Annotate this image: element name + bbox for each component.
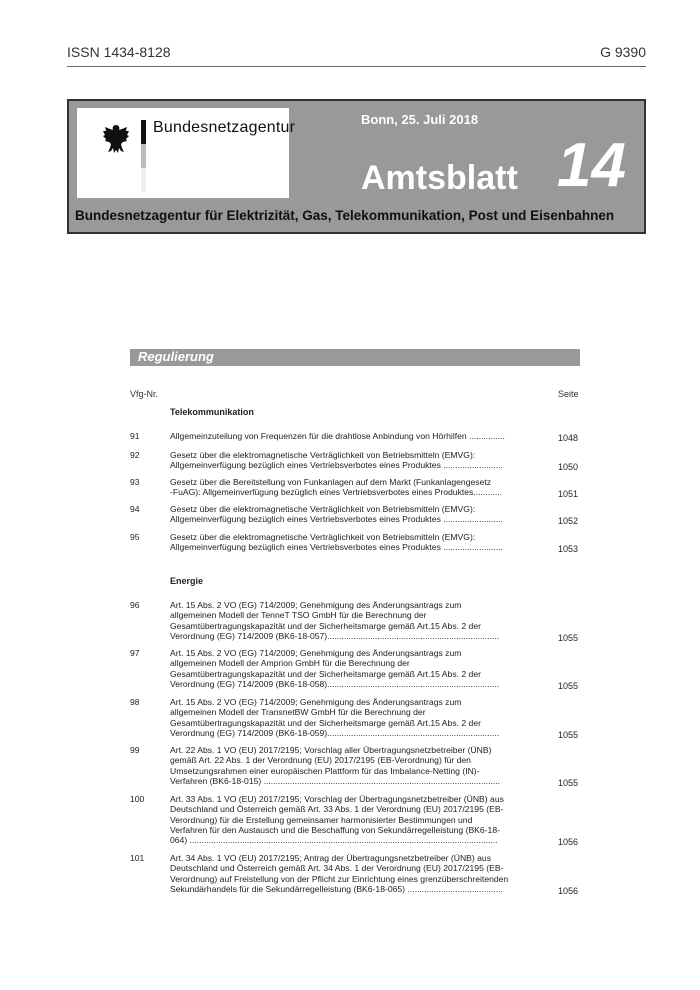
entry-text: Art. 15 Abs. 2 VO (EG) 714/2009; Genehmigung des Änderungsantrags zum allgemeinen Modell der TenneT TSO GmbH für die Berechnung der Gesamtübertragungskapazität und der Sicherheitsmarge gemäß Art.15 Abs. 2 der Verordnung (EG) 714/2009 (BK6-18-057)........................................................................ [170,600,500,641]
entry-number: 99 [130,745,140,755]
entry-page: 1055 [558,729,579,740]
entry-page: 1055 [558,632,579,643]
entry-page: 1055 [558,680,579,691]
toc-entry [130,648,580,693]
entry-number: 97 [130,648,140,658]
entry-page: 1048 [558,433,579,443]
publication-title: Amtsblatt [361,159,518,197]
entry-text: Art. 34 Abs. 1 VO (EU) 2017/2195; Antrag der Übertragungsnetzbetreiber (ÜNB) aus Deutschland und Österreich gemäß Art. 34 Abs. 1 der Verordnung (EU) 2017/2195 (EB- Verordnung) auf Freistellung von der Pflicht zur Einrichtung eines grenzüberschreitenden Sekundärhandels für die Sekundärregelleistung (BK6-18-065) ........................................ [170,853,509,894]
entry-number: 98 [130,697,140,707]
entry-number: 95 [130,532,140,542]
section-title: Regulierung [138,349,214,364]
issue-date: Bonn, 25. Juli 2018 [361,112,479,127]
toc-entry [130,600,580,645]
toc-entry [130,697,580,742]
toc-entry [130,853,580,898]
federal-eagle-icon [101,122,131,156]
entry-page: 1055 [558,777,579,788]
entry-text: Allgemeinzuteilung von Frequenzen für die drahtlose Anbindung von Hörhilfen ............... [170,431,505,441]
agency-logo [77,108,296,198]
toc-entry [130,477,580,502]
logo-text: Bundesnetzagentur [153,119,296,136]
toc-entry [130,745,580,790]
entry-text: Art. 15 Abs. 2 VO (EG) 714/2009; Genehmigung des Änderungsantrags zum allgemeinen Modell der Amprion GmbH für die Berechnung der Gesamtübertragungskapazität und der Sicherheitsmarge gemäß Art.15 Abs. 2 der Verordnung (EG) 714/2009 (BK6-18-058)........................................................................ [170,648,500,689]
entry-text: Gesetz über die elektromagnetische Verträglichkeit von Betriebsmitteln (EMVG): Allgemeinverfügung bezüglich eines Vertriebsverbotes eines Produktes ......................... [170,504,503,525]
header-divider [67,66,646,67]
entry-page: 1051 [558,489,579,500]
column-header-seite: Seite [558,389,579,399]
entry-text: Gesetz über die elektromagnetische Verträglichkeit von Betriebsmitteln (EMVG): Allgemeinverfügung bezüglich eines Vertriebsverbotes eines Produktes ......................... [170,450,503,471]
toc-entry [130,532,580,557]
entry-number: 100 [130,794,145,804]
group-title: Telekommunikation [170,407,254,417]
column-header-vfg: Vfg-Nr. [130,389,159,399]
toc-entry [130,431,580,445]
entry-text: Gesetz über die Bereitstellung von Funkanlagen auf dem Markt (Funkanlagengesetz -FuAG): Allgemeinverfügung bezüglich eines Vertriebsverbotes eines Produktes............ [170,477,502,498]
entry-number: 91 [130,431,140,441]
entry-text: Gesetz über die elektromagnetische Verträglichkeit von Betriebsmitteln (EMVG): Allgemeinverfügung bezüglich eines Vertriebsverbotes eines Produktes ......................... [170,532,503,553]
g-number: G 9390 [600,44,646,60]
entry-text: Art. 22 Abs. 1 VO (EU) 2017/2195; Vorschlag aller Übertragungsnetzbetreiber (ÜNB) gemäß Art. 22 Abs. 1 der Verordnung (EU) 2017/2195 (EB-Verordnung) für den Umsetzungsrahmen einer europäischen Plattform für das Imbalance-Netting (IN)- Verfahren (BK6-18-015) ................................................................................................... [170,745,501,786]
toc-entry [130,450,580,475]
entry-number: 96 [130,600,140,610]
masthead [67,99,646,234]
entry-number: 92 [130,450,140,460]
entry-page: 1053 [558,544,579,555]
logo-color-bar [141,120,146,192]
section-header [130,349,580,366]
group-title: Energie [170,576,204,586]
entry-page: 1056 [558,837,579,848]
toc-entry [130,794,580,850]
toc-entry [130,504,580,529]
entry-text: Art. 15 Abs. 2 VO (EG) 714/2009; Genehmigung des Änderungsantrags zum allgemeinen Modell der TransnetBW GmbH für die Berechnung der Gesamtübertragungskapazität und der Sicherheitsmarge gemäß Art.15 Abs. 2 der Verordnung (EG) 714/2009 (BK6-18-059)........................................................................ [170,697,500,738]
issn-number: ISSN 1434-8128 [67,44,171,60]
publication-subtitle: Bundesnetzagentur für Elektrizität, Gas, Telekommunikation, Post und Eisenbahnen [75,208,615,223]
entry-page: 1050 [558,462,579,473]
entry-text: Art. 33 Abs. 1 VO (EU) 2017/2195; Vorschlag der Übertragungsnetzbetreiber (ÜNB) aus Deutschland und Österreich gemäß Art. 33 Abs. 1 der Verordnung (EU) 2017/2195 (EB- Verordnung) für die Erstellung gemeinsamer harmonisierter Bestimmungen und Verfahren für den Austausch und die Beschaffung von Sekundärregelleistung (BK6-18- 064) ................................................................................................................................. [170,794,504,846]
entry-number: 94 [130,504,140,514]
entry-page: 1052 [558,516,579,527]
entry-page: 1056 [558,885,579,896]
entry-number: 93 [130,477,140,487]
issue-number: 14 [557,131,626,200]
entry-number: 101 [130,853,145,863]
